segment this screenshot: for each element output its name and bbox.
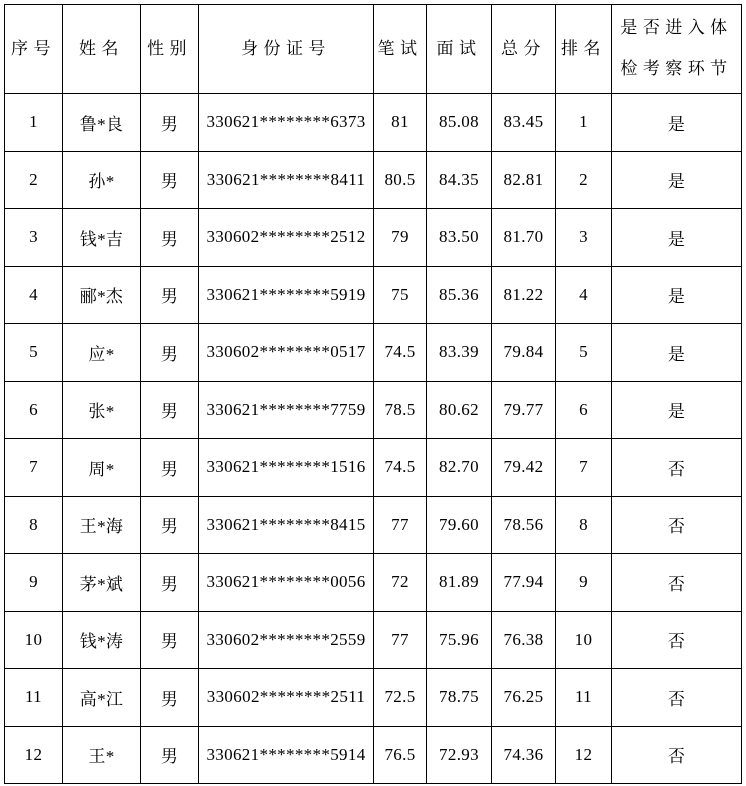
cell-name: 郦*杰 (63, 266, 141, 324)
cell-interview: 81.89 (427, 554, 492, 612)
cell-name: 王* (63, 726, 141, 784)
table-row (5, 209, 742, 267)
cell-interview: 85.36 (427, 266, 492, 324)
cell-rank: 11 (556, 669, 612, 727)
cell-written-test: 77 (374, 496, 427, 554)
cell-serial: 2 (5, 151, 63, 209)
cell-rank: 9 (556, 554, 612, 612)
cell-id-number: 330621********8411 (199, 151, 374, 209)
header-total-score: 总分 (492, 5, 556, 94)
cell-interview: 83.39 (427, 324, 492, 382)
cell-name: 周* (63, 439, 141, 497)
cell-gender: 男 (141, 266, 199, 324)
cell-rank: 6 (556, 381, 612, 439)
header-written-test: 笔试 (374, 5, 427, 94)
cell-medical-check: 是 (612, 94, 742, 152)
cell-written-test: 79 (374, 209, 427, 267)
cell-id-number: 330621********1516 (199, 439, 374, 497)
cell-medical-check: 是 (612, 324, 742, 382)
cell-name: 钱*涛 (63, 611, 141, 669)
table-row (5, 94, 742, 152)
table-row (5, 324, 742, 382)
cell-written-test: 76.5 (374, 726, 427, 784)
cell-total-score: 76.25 (492, 669, 556, 727)
cell-total-score: 83.45 (492, 94, 556, 152)
cell-id-number: 330602********0517 (199, 324, 374, 382)
cell-id-number: 330602********2512 (199, 209, 374, 267)
cell-id-number: 330621********5914 (199, 726, 374, 784)
cell-written-test: 81 (374, 94, 427, 152)
cell-id-number: 330621********7759 (199, 381, 374, 439)
cell-interview: 85.08 (427, 94, 492, 152)
table-row (5, 439, 742, 497)
cell-interview: 78.75 (427, 669, 492, 727)
cell-gender: 男 (141, 726, 199, 784)
cell-written-test: 72.5 (374, 669, 427, 727)
cell-medical-check: 否 (612, 726, 742, 784)
cell-total-score: 79.77 (492, 381, 556, 439)
table-header-row (5, 5, 742, 94)
cell-written-test: 75 (374, 266, 427, 324)
cell-rank: 3 (556, 209, 612, 267)
cell-id-number: 330621********6373 (199, 94, 374, 152)
cell-serial: 10 (5, 611, 63, 669)
header-id-number: 身份证号 (199, 5, 374, 94)
cell-rank: 4 (556, 266, 612, 324)
cell-written-test: 72 (374, 554, 427, 612)
cell-rank: 8 (556, 496, 612, 554)
cell-interview: 83.50 (427, 209, 492, 267)
cell-written-test: 77 (374, 611, 427, 669)
cell-serial: 4 (5, 266, 63, 324)
cell-rank: 1 (556, 94, 612, 152)
cell-total-score: 74.36 (492, 726, 556, 784)
cell-rank: 5 (556, 324, 612, 382)
cell-total-score: 81.22 (492, 266, 556, 324)
cell-gender: 男 (141, 324, 199, 382)
cell-rank: 2 (556, 151, 612, 209)
table-row (5, 151, 742, 209)
cell-serial: 7 (5, 439, 63, 497)
cell-gender: 男 (141, 496, 199, 554)
cell-medical-check: 否 (612, 554, 742, 612)
table-row (5, 726, 742, 784)
cell-serial: 1 (5, 94, 63, 152)
table-row (5, 381, 742, 439)
cell-serial: 9 (5, 554, 63, 612)
cell-medical-check: 否 (612, 669, 742, 727)
cell-id-number: 330621********8415 (199, 496, 374, 554)
cell-name: 鲁*良 (63, 94, 141, 152)
header-gender: 性别 (141, 5, 199, 94)
cell-rank: 12 (556, 726, 612, 784)
cell-serial: 12 (5, 726, 63, 784)
cell-name: 高*江 (63, 669, 141, 727)
cell-medical-check: 否 (612, 496, 742, 554)
cell-gender: 男 (141, 611, 199, 669)
results-table (4, 4, 742, 784)
cell-interview: 84.35 (427, 151, 492, 209)
cell-total-score: 82.81 (492, 151, 556, 209)
header-medical-check: 是否进入体检考察环节 (612, 5, 742, 94)
cell-serial: 5 (5, 324, 63, 382)
cell-name: 张* (63, 381, 141, 439)
cell-serial: 11 (5, 669, 63, 727)
cell-id-number: 330602********2511 (199, 669, 374, 727)
cell-total-score: 77.94 (492, 554, 556, 612)
cell-interview: 75.96 (427, 611, 492, 669)
cell-name: 孙* (63, 151, 141, 209)
cell-written-test: 74.5 (374, 439, 427, 497)
cell-medical-check: 否 (612, 611, 742, 669)
cell-total-score: 78.56 (492, 496, 556, 554)
cell-medical-check: 是 (612, 151, 742, 209)
cell-total-score: 81.70 (492, 209, 556, 267)
cell-gender: 男 (141, 669, 199, 727)
cell-written-test: 80.5 (374, 151, 427, 209)
table-body (5, 94, 742, 784)
cell-rank: 7 (556, 439, 612, 497)
cell-id-number: 330621********0056 (199, 554, 374, 612)
cell-gender: 男 (141, 151, 199, 209)
header-rank: 排名 (556, 5, 612, 94)
cell-name: 钱*吉 (63, 209, 141, 267)
header-interview: 面试 (427, 5, 492, 94)
cell-name: 应* (63, 324, 141, 382)
cell-total-score: 76.38 (492, 611, 556, 669)
cell-gender: 男 (141, 209, 199, 267)
cell-written-test: 78.5 (374, 381, 427, 439)
cell-medical-check: 是 (612, 266, 742, 324)
table-row (5, 496, 742, 554)
cell-interview: 82.70 (427, 439, 492, 497)
cell-gender: 男 (141, 554, 199, 612)
cell-medical-check: 是 (612, 209, 742, 267)
cell-total-score: 79.84 (492, 324, 556, 382)
cell-id-number: 330602********2559 (199, 611, 374, 669)
cell-written-test: 74.5 (374, 324, 427, 382)
cell-serial: 8 (5, 496, 63, 554)
table-row (5, 554, 742, 612)
cell-gender: 男 (141, 94, 199, 152)
cell-name: 茅*斌 (63, 554, 141, 612)
cell-gender: 男 (141, 439, 199, 497)
cell-medical-check: 是 (612, 381, 742, 439)
cell-serial: 3 (5, 209, 63, 267)
cell-interview: 72.93 (427, 726, 492, 784)
cell-interview: 80.62 (427, 381, 492, 439)
cell-name: 王*海 (63, 496, 141, 554)
cell-medical-check: 否 (612, 439, 742, 497)
cell-total-score: 79.42 (492, 439, 556, 497)
table-row (5, 266, 742, 324)
table-row (5, 669, 742, 727)
table-row (5, 611, 742, 669)
cell-gender: 男 (141, 381, 199, 439)
cell-interview: 79.60 (427, 496, 492, 554)
header-serial: 序号 (5, 5, 63, 94)
cell-id-number: 330621********5919 (199, 266, 374, 324)
cell-serial: 6 (5, 381, 63, 439)
header-name: 姓名 (63, 5, 141, 94)
cell-rank: 10 (556, 611, 612, 669)
